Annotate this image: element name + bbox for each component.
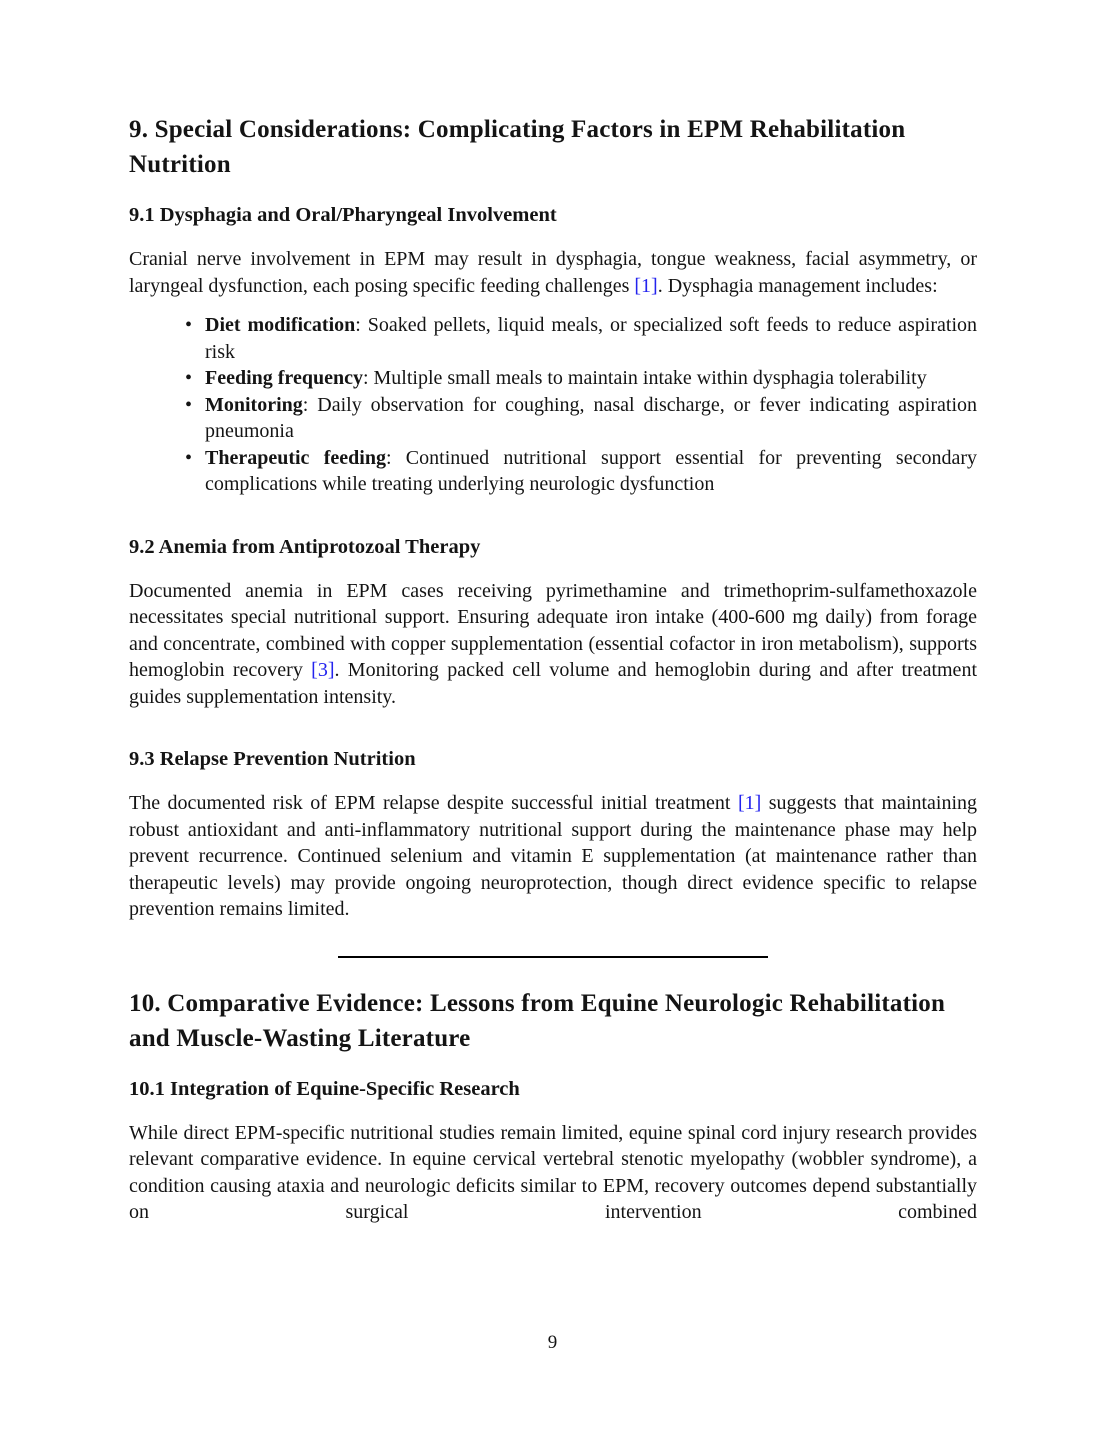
paragraph-relapse — [129, 790, 977, 923]
list-item-lead: Diet modification — [205, 314, 356, 336]
subsection-9-1-heading: 9.1 Dysphagia and Oral/Pharyngeal Involvement — [129, 204, 557, 226]
paragraph-text: . Monitoring packed cell volume and hemoglobin during and after treatment guides supplementation intensity. — [129, 659, 977, 708]
subsection-10-1-heading: 10.1 Integration of Equine-Specific Research — [129, 1077, 520, 1100]
paragraph-anemia — [129, 578, 977, 711]
subsection-9-3-heading: 9.3 Relapse Prevention Nutrition — [129, 748, 416, 770]
page-number: 9 — [547, 1331, 558, 1353]
paragraph-text: Documented anemia in EPM cases receiving pyrimethamine and trimethoprim-sulfamethoxazole necessitates special nutritional support. Ensuring adequate iron intake (400-600 mg daily) from forage and concentrate, combined with copper supplementation (essential cofactor in iron metabolism), supports hemoglobin recovery — [129, 579, 977, 681]
section-9-heading: 9. Special Considerations: Complicating Factors in EPM Rehabilitation Nutrition — [129, 116, 906, 178]
list-item-lead: Monitoring — [205, 393, 303, 416]
paragraph-text: The documented risk of EPM relapse despite successful initial treatment — [129, 792, 738, 814]
list-item-therapeutic-feeding — [185, 445, 977, 498]
list-item-lead: Therapeutic feeding — [205, 446, 386, 469]
paragraph-dysphagia — [129, 246, 977, 299]
citation-link-1b[interactable]: [1] — [737, 792, 762, 814]
list-item-monitoring — [185, 392, 977, 445]
list-item-diet-modification — [185, 312, 977, 365]
list-item-text: : Continued nutritional support essential for preventing secondary complications while treating underlying neurologic dysfunction — [205, 446, 977, 495]
paragraph-text: suggests that maintaining robust antioxidant and anti-inflammatory nutritional support during the maintenance phase may help prevent recurrence. Continued selenium and vitamin E supplementation (at maintenance rather than therapeutic levels) may provide ongoing neuroprotection, though direct evidence specific to relapse prevention remains limited. — [129, 792, 977, 920]
citation-link-1[interactable]: [1] — [634, 274, 658, 297]
paragraph-equine-research: While direct EPM-specific nutritional studies remain limited, equine spinal cord injury research provides relevant comparative evidence. In equine cervical vertebral stenotic myelopathy (wobbler syndrome), a condition causing ataxia and neurologic deficits similar to EPM, recovery outcomes depend substantially on surgical intervention combined — [129, 1121, 977, 1223]
list-item-lead: Feeding frequency — [205, 367, 363, 389]
list-item-text: : Daily observation for coughing, nasal discharge, or fever indicating aspiration pneumonia — [205, 393, 977, 442]
dysphagia-management-list — [129, 312, 977, 498]
citation-link-3[interactable]: [3] — [311, 659, 335, 681]
paragraph-text: . Dysphagia management includes: — [657, 274, 938, 297]
subsection-9-2-heading: 9.2 Anemia from Antiprotozoal Therapy — [129, 535, 481, 558]
section-divider — [338, 956, 768, 958]
list-item-text: : Soaked pellets, liquid meals, or specialized soft feeds to reduce aspiration risk — [205, 314, 978, 363]
section-10-heading: 10. Comparative Evidence: Lessons from Equine Neurologic Rehabilitation and Muscle-Wasting Literature — [129, 989, 946, 1052]
paragraph-text: Cranial nerve involvement in EPM may result in dysphagia, tongue weakness, facial asymmetry, or laryngeal dysfunction, each posing specific feeding challenges — [129, 248, 977, 297]
list-item-feeding-frequency — [185, 365, 977, 392]
list-item-text: : Multiple small meals to maintain intake within dysphagia tolerability — [362, 367, 927, 389]
